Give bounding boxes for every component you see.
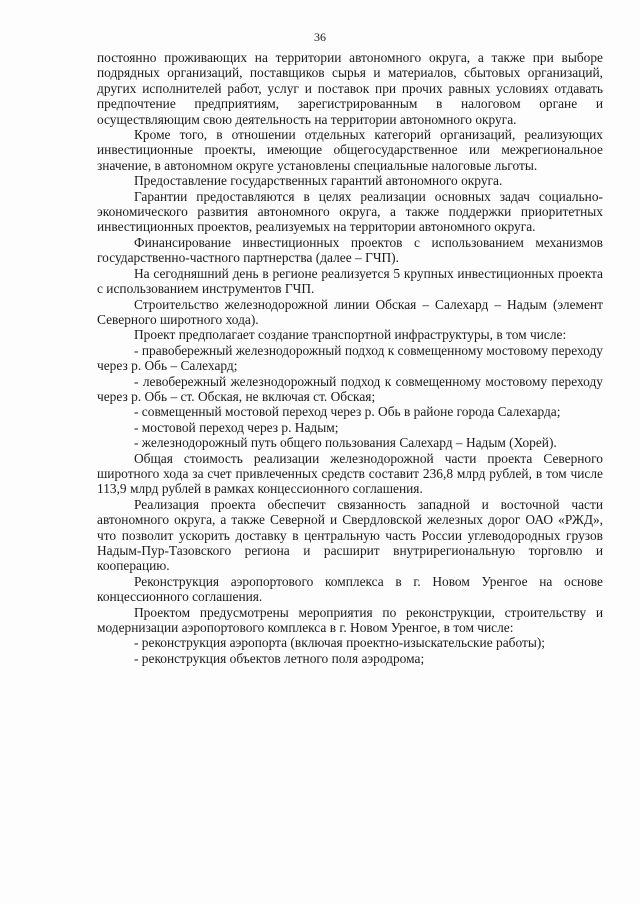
- paragraph-2: Кроме того, в отношении отдельных категорий организаций, реализующих инвестиционные проекты, имеющие общегосударственное или межрегиональное значение, в автономном округе установлены специальные налоговые льготы.: [97, 127, 603, 173]
- paragraph-4: Гарантии предоставляются в целях реализации основных задач социально-экономического развития автономного округа, а также поддержки приоритетных инвестиционных проектов, реализуемых на территории автономного округа.: [97, 188, 603, 235]
- paragraph-10: Реализация проекта обеспечит связанность западной и восточной части автономного округа, а также Северной и Свердловской железных дорог ОАО «РЖД», что позволит ускорить доставку в центральную часть России углеводородных грузов Надым-Пур-Тазовского региона и расширит внутрирегиональную торговлю и кооперацию.: [97, 496, 603, 574]
- paragraph-12: Проектом предусмотрены мероприятия по реконструкции, строительству и модернизации аэропортового комплекса в г. Новом Уренгое, в том числе:: [97, 604, 603, 636]
- list-item-2: - левобережный железнодорожный подход к совмещенному мостовому переходу через р. Обь – ст. Обская, не включая ст. Обская;: [97, 373, 603, 404]
- paragraph-7: Строительство железнодорожной линии Обская – Салехард – Надым (элемент Северного широтного хода).: [97, 296, 603, 327]
- list-item-6: - реконструкция аэропорта (включая проектно-изыскательские работы);: [134, 635, 546, 651]
- paragraph-8: Проект предполагает создание транспортной инфраструктуры, в том числе:: [134, 327, 567, 343]
- paragraph-5: Финансирование инвестиционных проектов с использованием механизмов государственно-частного партнерства (далее – ГЧП).: [97, 234, 603, 266]
- paragraph-6: На сегодняшний день в регионе реализуется 5 крупных инвестиционных проекта с использованием инструментов ГЧП.: [97, 265, 603, 297]
- page-number: 36: [314, 30, 326, 44]
- body-text: [97, 50, 603, 666]
- paragraph-1: постоянно проживающих на территории автономного округа, а также при выборе подрядных организаций, поставщиков сырья и материалов, сбытовых организаций, других исполнителей работ, услуг и поставок при прочих равных условиях отдавать предпочтение предприятиям, зарегистрированным в налоговом органе и осуществляющим свою деятельность на территории автономного округа.: [97, 50, 603, 127]
- list-item-5: - железнодорожный путь общего пользования Салехард – Надым (Хорей).: [134, 435, 557, 451]
- paragraph-9: Общая стоимость реализации железнодорожной части проекта Северного широтного хода за счет привлеченных средств составит 236,8 млрд рублей, в том числе 113,9 млрд рублей в рамках концессионного соглашения.: [97, 450, 603, 497]
- list-item-4: - мостовой переход через р. Надым;: [134, 419, 339, 435]
- paragraph-3: Предоставление государственных гарантий автономного округа.: [134, 173, 503, 189]
- list-item-7: - реконструкция объектов летного поля аэродрома;: [134, 650, 425, 666]
- list-item-3: - совмещенный мостовой переход через р. Обь в районе города Салехарда;: [134, 404, 561, 420]
- paragraph-11: Реконструкция аэропортового комплекса в г. Новом Уренгое на основе концессионного соглашения.: [97, 573, 603, 605]
- list-item-1: - правобережный железнодорожный подход к совмещенному мостовому переходу через р. Обь – Салехард;: [97, 342, 603, 374]
